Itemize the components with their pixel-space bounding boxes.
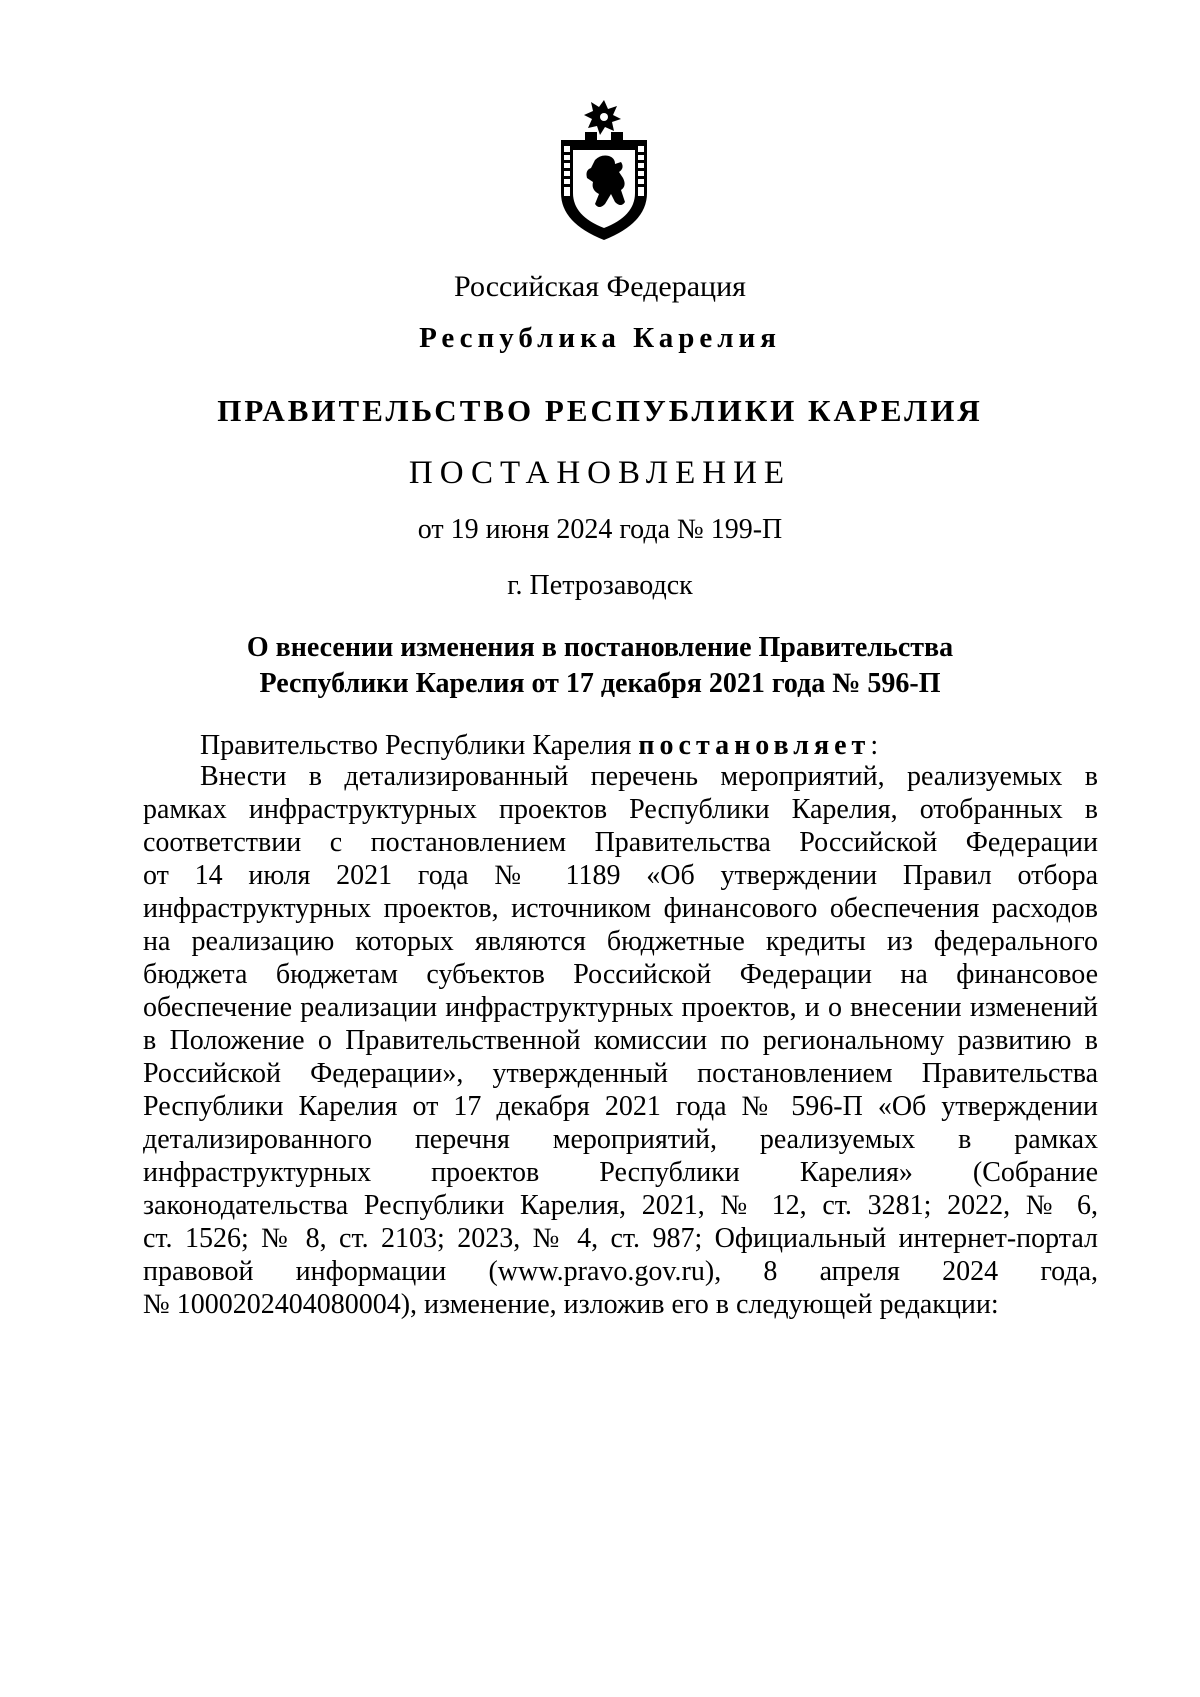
body-line: ст. 1526; № 8, ст. 2103; 2023, № 4, ст. 987; Официальный интернет-портал	[143, 1223, 1098, 1254]
document-type: ПОСТАНОВЛЕНИЕ	[408, 455, 792, 491]
resolution-colon: :	[870, 730, 879, 761]
body-line: № 1000202404080004), изменение, изложив его в следующей редакции:	[143, 1289, 999, 1320]
document-title-line: Республики Карелия от 17 декабря 2021 года № 596-П	[259, 668, 941, 699]
body-line: рамках инфраструктурных проектов Республики Карелия, отобранных в	[143, 794, 1098, 825]
body-line: от 14 июля 2021 года № 1189 «Об утверждении Правил отбора	[143, 860, 1098, 891]
body-line: правовой информации (www.pravo.gov.ru), 8 апреля 2024 года,	[143, 1256, 1098, 1287]
body-line: бюджета бюджетам субъектов Российской Федерации на финансовое	[143, 959, 1098, 990]
body-line: Внести в детализированный перечень мероприятий, реализуемых в	[200, 761, 1098, 792]
body-line: инфраструктурных проектов, источником финансового обеспечения расходов	[143, 893, 1098, 924]
body-line: в Положение о Правительственной комиссии по региональному развитию в	[143, 1025, 1098, 1056]
body-line: Российской Федерации», утвержденный постановлением Правительства	[143, 1058, 1098, 1089]
document-city: г. Петрозаводск	[507, 570, 693, 601]
karelia-coat-of-arms-icon	[555, 98, 653, 243]
body-line: инфраструктурных проектов Республики Карелия» (Собрание	[143, 1157, 1098, 1188]
resolution-body	[143, 760, 1098, 1321]
body-line: Республики Карелия от 17 декабря 2021 года № 596-П «Об утверждении	[143, 1091, 1098, 1122]
body-line: законодательства Республики Карелия, 2021, № 12, ст. 3281; 2022, № 6,	[143, 1190, 1098, 1221]
government-line: ПРАВИТЕЛЬСТВО РЕСПУБЛИКИ КАРЕЛИЯ	[217, 393, 983, 428]
body-line: на реализацию которых являются бюджетные кредиты из федерального	[143, 926, 1098, 957]
body-line: соответствии с постановлением Правительства Российской Федерации	[143, 827, 1098, 858]
federation-line: Российская Федерация	[454, 270, 746, 303]
republic-line: Республика Карелия	[419, 322, 781, 354]
resolution-verb: постановляет	[638, 730, 871, 761]
resolution-subject: Правительство Республики Карелия	[200, 730, 639, 761]
document-title	[0, 630, 1200, 702]
body-line: детализированного перечня мероприятий, реализуемых в рамках	[143, 1124, 1098, 1155]
document-title-line: О внесении изменения в постановление Правительства	[246, 632, 954, 663]
document-date-number: от 19 июня 2024 года № 199-П	[417, 514, 783, 545]
body-line: обеспечение реализации инфраструктурных проектов, и о внесении изменений	[143, 992, 1098, 1023]
resolution-statement	[200, 730, 878, 762]
